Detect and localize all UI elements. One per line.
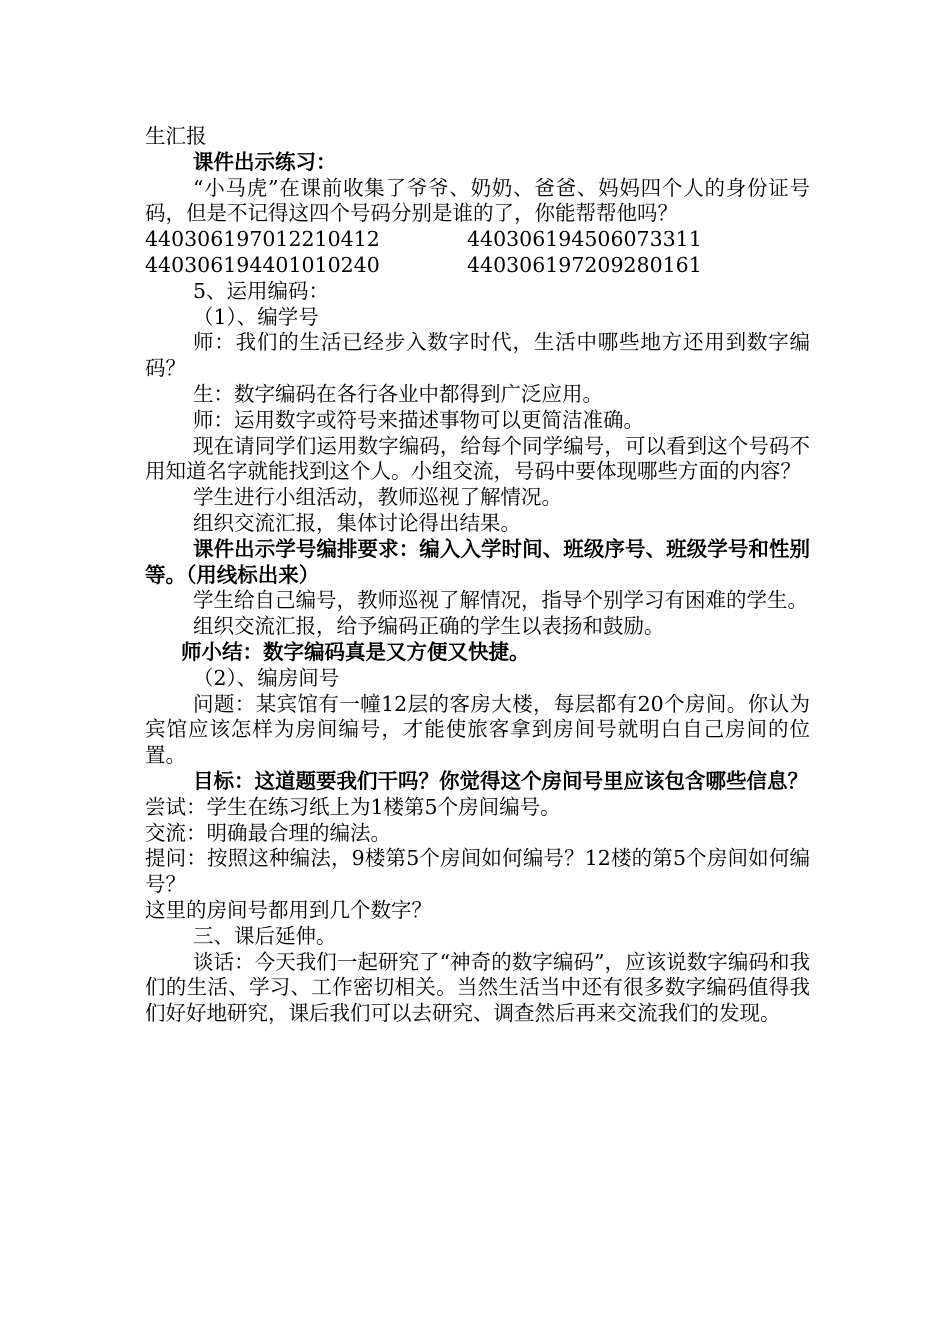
paragraph: 问题：某宾馆有一幢12层的客房大楼，每层都有20个房间。你认为宾馆应该怎样为房间编号，才能使旅客拿到房间号就明白自己房间的位置。	[145, 691, 810, 768]
paragraph: 学生进行小组活动，教师巡视了解情况。	[193, 485, 562, 510]
paragraph: 生：数字编码在各行各业中都得到广泛应用。	[193, 381, 603, 406]
paragraph: 学生给自己编号，教师巡视了解情况，指导个别学习有困难的学生。	[193, 588, 808, 613]
paragraph-bold: 师小结：数字编码真是又方便又快捷。	[181, 639, 530, 664]
paragraph: 现在请同学们运用数字编码，给每个同学编号，可以看到这个号码不用知道名字就能找到这个人。小组交流，号码中要体现哪些方面的内容？	[145, 433, 810, 484]
paragraph: 师：我们的生活已经步入数字时代，生活中哪些地方还用到数字编码？	[145, 330, 810, 381]
id-number: 440306197012210412	[145, 227, 380, 252]
paragraph: 提问：按照这种编法，9楼第5个房间如何编号？12楼的第5个房间如何编号？	[145, 846, 810, 897]
paragraph: 尝试：学生在练习纸上为1楼第5个房间编号。	[145, 794, 561, 819]
paragraph: 交流：明确最合理的编法。	[145, 820, 391, 845]
subsection-heading: （1）、编学号	[193, 304, 319, 329]
section-heading: 三、课后延伸。	[193, 923, 337, 948]
paragraph: 生汇报	[145, 124, 207, 148]
paragraph: 这里的房间号都用到几个数字？	[145, 897, 432, 922]
paragraph: 谈话：今天我们一起研究了“神奇的数字编码”，应该说数字编码和我们的生活、学习、工作密切相关。当然生活当中还有很多数字编码值得我们好好地研究，课后我们可以去研究、调查然后再来交流我们的发现。	[145, 949, 810, 1026]
paragraph-heading: 课件出示练习：	[193, 149, 337, 174]
id-number: 440306194401010240	[145, 252, 380, 277]
id-number: 440306197209280161	[467, 252, 702, 277]
paragraph-bold: 课件出示学号编排要求：编入入学时间、班级序号、班级学号和性别等。（用线标出来）	[145, 536, 810, 587]
id-number-row	[145, 227, 810, 253]
paragraph-bold: 目标：这道题要我们干吗？你觉得这个房间号里应该包含哪些信息？	[193, 768, 808, 793]
paragraph: 组织交流汇报，给予编码正确的学生以表扬和鼓励。	[193, 614, 665, 639]
section-heading: 5、运用编码：	[193, 278, 330, 303]
paragraph: 师：运用数字或符号来描述事物可以更简洁准确。	[193, 407, 644, 432]
paragraph: “小马虎”在课前收集了爷爷、奶奶、爸爸、妈妈四个人的身份证号码，但是不记得这四个号码分别是谁的了，你能帮帮他吗？	[145, 175, 810, 226]
paragraph: 组织交流汇报，集体讨论得出结果。	[193, 510, 521, 535]
document-page	[145, 124, 810, 1027]
subsection-heading: （2）、编房间号	[193, 665, 340, 690]
id-number-row	[145, 253, 810, 279]
id-number: 440306194506073311	[467, 227, 702, 252]
